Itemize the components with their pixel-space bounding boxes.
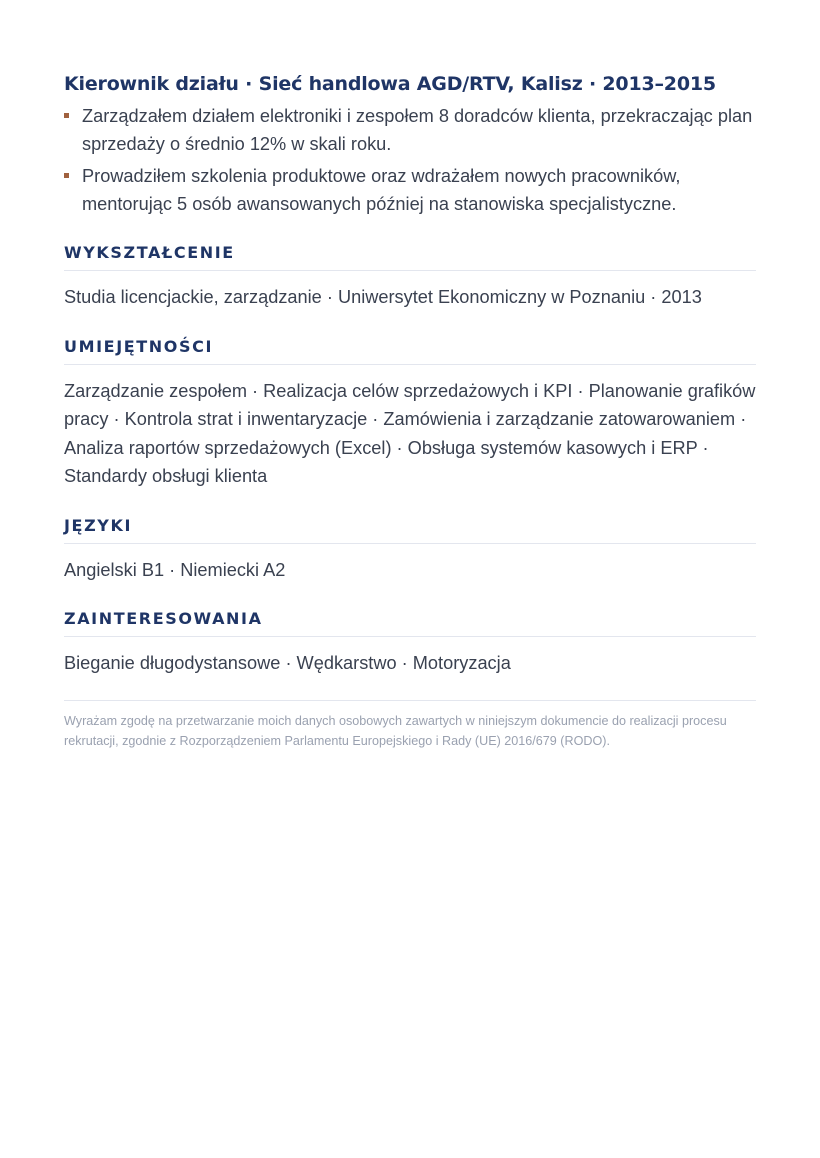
job-bullet-text: Prowadziłem szkolenia produktowe oraz wdrażałem nowych pracowników, mentorując 5 osób awansowanych później na stanowiska specjalistyczne. xyxy=(82,166,681,214)
square-bullet-icon xyxy=(64,173,69,178)
skills-section xyxy=(64,336,756,491)
interests-text: Bieganie długodystansowe · Wędkarstwo · Motoryzacja xyxy=(64,653,511,673)
gdpr-consent-clause: Wyrażam zgodę na przetwarzanie moich danych osobowych zawartych w niniejszym dokumencie do realizacji procesu rekrutacji, zgodnie z Rozporządzeniem Parlamentu Europejskiego i Rady (UE) 2016/679 (RODO). xyxy=(64,713,727,748)
education-heading: WYKSZTAŁCENIE xyxy=(64,242,756,271)
job-bullets xyxy=(64,102,756,218)
interests-section xyxy=(64,608,756,678)
education-text: Studia licencjackie, zarządzanie · Uniwersytet Ekonomiczny w Poznaniu · 2013 xyxy=(64,287,702,307)
skills-heading: UMIEJĘTNOŚCI xyxy=(64,336,756,365)
education-section xyxy=(64,242,756,312)
skills-text: Zarządzanie zespołem · Realizacja celów sprzedażowych i KPI · Planowanie grafików pracy · Kontrola strat i inwentaryzacje · Zamówienia i zarządzanie zatowarowaniem · Analiza raportów sprzedażowych (Excel) · Obsługa systemów kasowych i ERP · Standardy obsługi klienta xyxy=(64,380,756,486)
languages-heading: JĘZYKI xyxy=(64,515,756,544)
square-bullet-icon xyxy=(64,113,69,118)
job-bullet xyxy=(64,162,756,218)
consent-divider xyxy=(64,700,756,701)
interests-heading: ZAINTERESOWANIA xyxy=(64,608,756,637)
languages-section xyxy=(64,515,756,585)
job-title: Kierownik działu · Sieć handlowa AGD/RTV, Kalisz · 2013–2015 xyxy=(64,73,716,95)
job-bullet xyxy=(64,102,756,158)
job-bullet-text: Zarządzałem działem elektroniki i zespołem 8 doradców klienta, przekraczając plan sprzedaży o średnio 12% w skali roku. xyxy=(82,106,753,154)
cv-page xyxy=(64,70,756,763)
experience-entry xyxy=(64,70,756,218)
languages-text: Angielski B1 · Niemiecki A2 xyxy=(64,559,286,580)
